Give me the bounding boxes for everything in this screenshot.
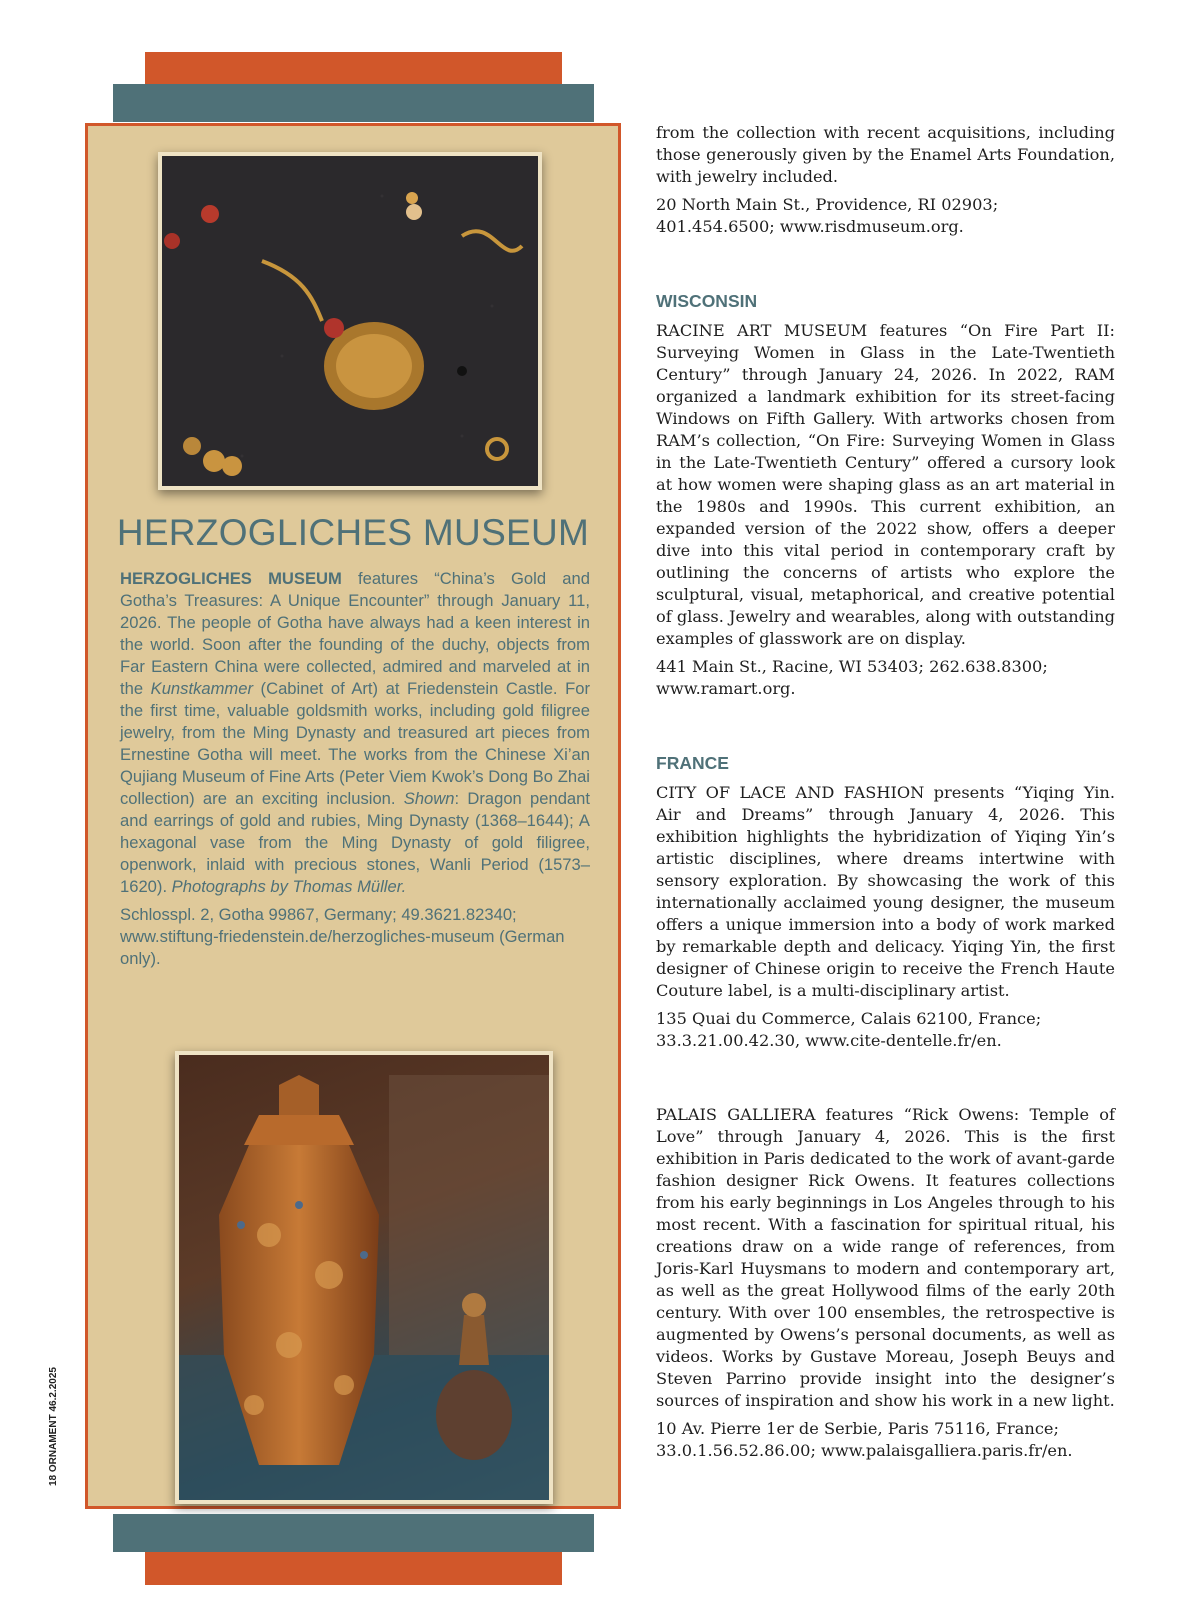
sidebar-panel [85,123,621,1509]
galliera-address: 10 Av. Pierre 1er de Serbie, Paris 75116, France; 33.0.1.56.52.86.00; www.palaisgalliera.paris.fr/en. [656,1419,1073,1460]
listings-column [656,122,1115,1462]
hexagonal-vase-photo [175,1051,553,1504]
racine-address: 441 Main St., Racine, WI 53403; 262.638.8300; www.ramart.org. [656,657,1048,698]
museum-name: HERZOGLICHES MUSEUM [120,569,342,588]
sidebar-paragraph [120,568,590,898]
photo-credit: Photographs by Thomas Müller. [171,877,407,896]
continuation-address: 20 North Main St., Providence, RI 02903; 401.454.6500; www.risdmuseum.org. [656,195,999,236]
continuation-paragraph: from the collection with recent acquisitions, including those generously given by the Enamel Arts Foundation, with jewelry included. [656,123,1115,186]
top-teal-bar [113,84,594,122]
lace-paragraph: CITY OF LACE AND FASHION presents “Yiqing Yin. Air and Dreams” through January 4, 2026. This exhibition highlights the hybridization of Yiqing Yin’s artistic disciplines, where dreams intertwine with sensory exploration. By showcasing the work of this internationally acclaimed young designer, the museum offers a unique immersion into a body of work marked by remarkable depth and delicacy. Yiqing Yin, the first designer of Chinese origin to receive the French Haute Couture label, is a multi-disciplinary artist. [656,783,1115,1000]
bottom-teal-bar [113,1514,594,1552]
section-heading-france: FRANCE [656,753,729,773]
kunstkammer-term: Kunstkammer [150,679,253,698]
sidebar-title: HERZOGLICHES MUSEUM [116,512,590,553]
dragon-pendant-photo [158,152,542,490]
sidebar-text-2: (Cabinet of Art) at Friedenstein Castle. For the first time, valuable goldsmith works, including gold filigree jewelry, from the Ming Dynasty and treasured art pieces from Ernestine Gotha will meet. The works from the Chinese Xi’an Qujiang Museum of Fine Arts (Peter Viem Kwok’s Dong Bo Zhai collection) are an exciting inclusion. [120,679,590,808]
sidebar-text-3: : Dragon pendant and earrings of gold and rubies, Ming Dynasty (1368–1644); A hexagonal vase from the Ming Dynasty of gold filigree, openwork, inlaid with precious stones, Wanli Period (1573–1620). [120,789,590,896]
racine-paragraph: RACINE ART MUSEUM features “On Fire Part II: Surveying Women in Glass in the Late-Twentieth Century” through January 24, 2026. In 2022, RAM organized a landmark exhibition for its street-facing Windows on Fifth Gallery. With artworks chosen from RAM’s collection, “On Fire: Surveying Women in Glass in the Late-Twentieth Century” offered a cursory look at how women were shaping glass as an art material in the 1980s and 1990s. This current exhibition, an expanded version of the 2022 show, offers a deeper dive into this vital period in contemporary craft by outlining the concerns of artists who explore the sculptural, visual, metaphorical, and creative potential of glass. Jewelry and wearables, along with outstanding examples of glasswork are on display. [656,321,1115,648]
page-folio: 18 ORNAMENT 46.2.2025 [48,1367,59,1486]
galliera-paragraph: PALAIS GALLIERA features “Rick Owens: Temple of Love” through January 4, 2026. This is the first exhibition in Paris dedicated to the work of avant-garde fashion designer Rick Owens. It features collections from his early beginnings in Los Angeles through to his most recent. With a fascination for spiritual ritual, his creations draw on a wide range of references, from Joris-Karl Huysmans to modern and contemporary art, as well as the great Hollywood films of the early 20th century. With over 100 ensembles, the retrospective is augmented by Owens’s personal documents, as well as videos. Works by Gustave Moreau, Joseph Beuys and Steven Parrino provide insight into the designer’s sources of inspiration and show his work in a new light. [656,1105,1115,1410]
bottom-orange-bar [145,1552,562,1585]
lace-address: 135 Quai du Commerce, Calais 62100, France; 33.3.21.00.42.30, www.cite-dentelle.fr/en. [656,1009,1042,1050]
top-orange-bar [145,52,562,86]
sidebar-address: Schlosspl. 2, Gotha 99867, Germany; 49.3621.82340; www.stiftung-friedenstein.de/herzogliches-museum (German only). [120,905,565,968]
sidebar-text-1: features “China’s Gold and Gotha’s Treasures: A Unique Encounter” through January 11, 2026. The people of Gotha have always had a keen interest in the world. Soon after the founding of the duchy, objects from Far Eastern China were collected, admired and marveled at in the [120,569,590,698]
shown-label: Shown [403,789,455,808]
section-heading-wisconsin: WISCONSIN [656,291,758,311]
sidebar-article [120,568,590,976]
